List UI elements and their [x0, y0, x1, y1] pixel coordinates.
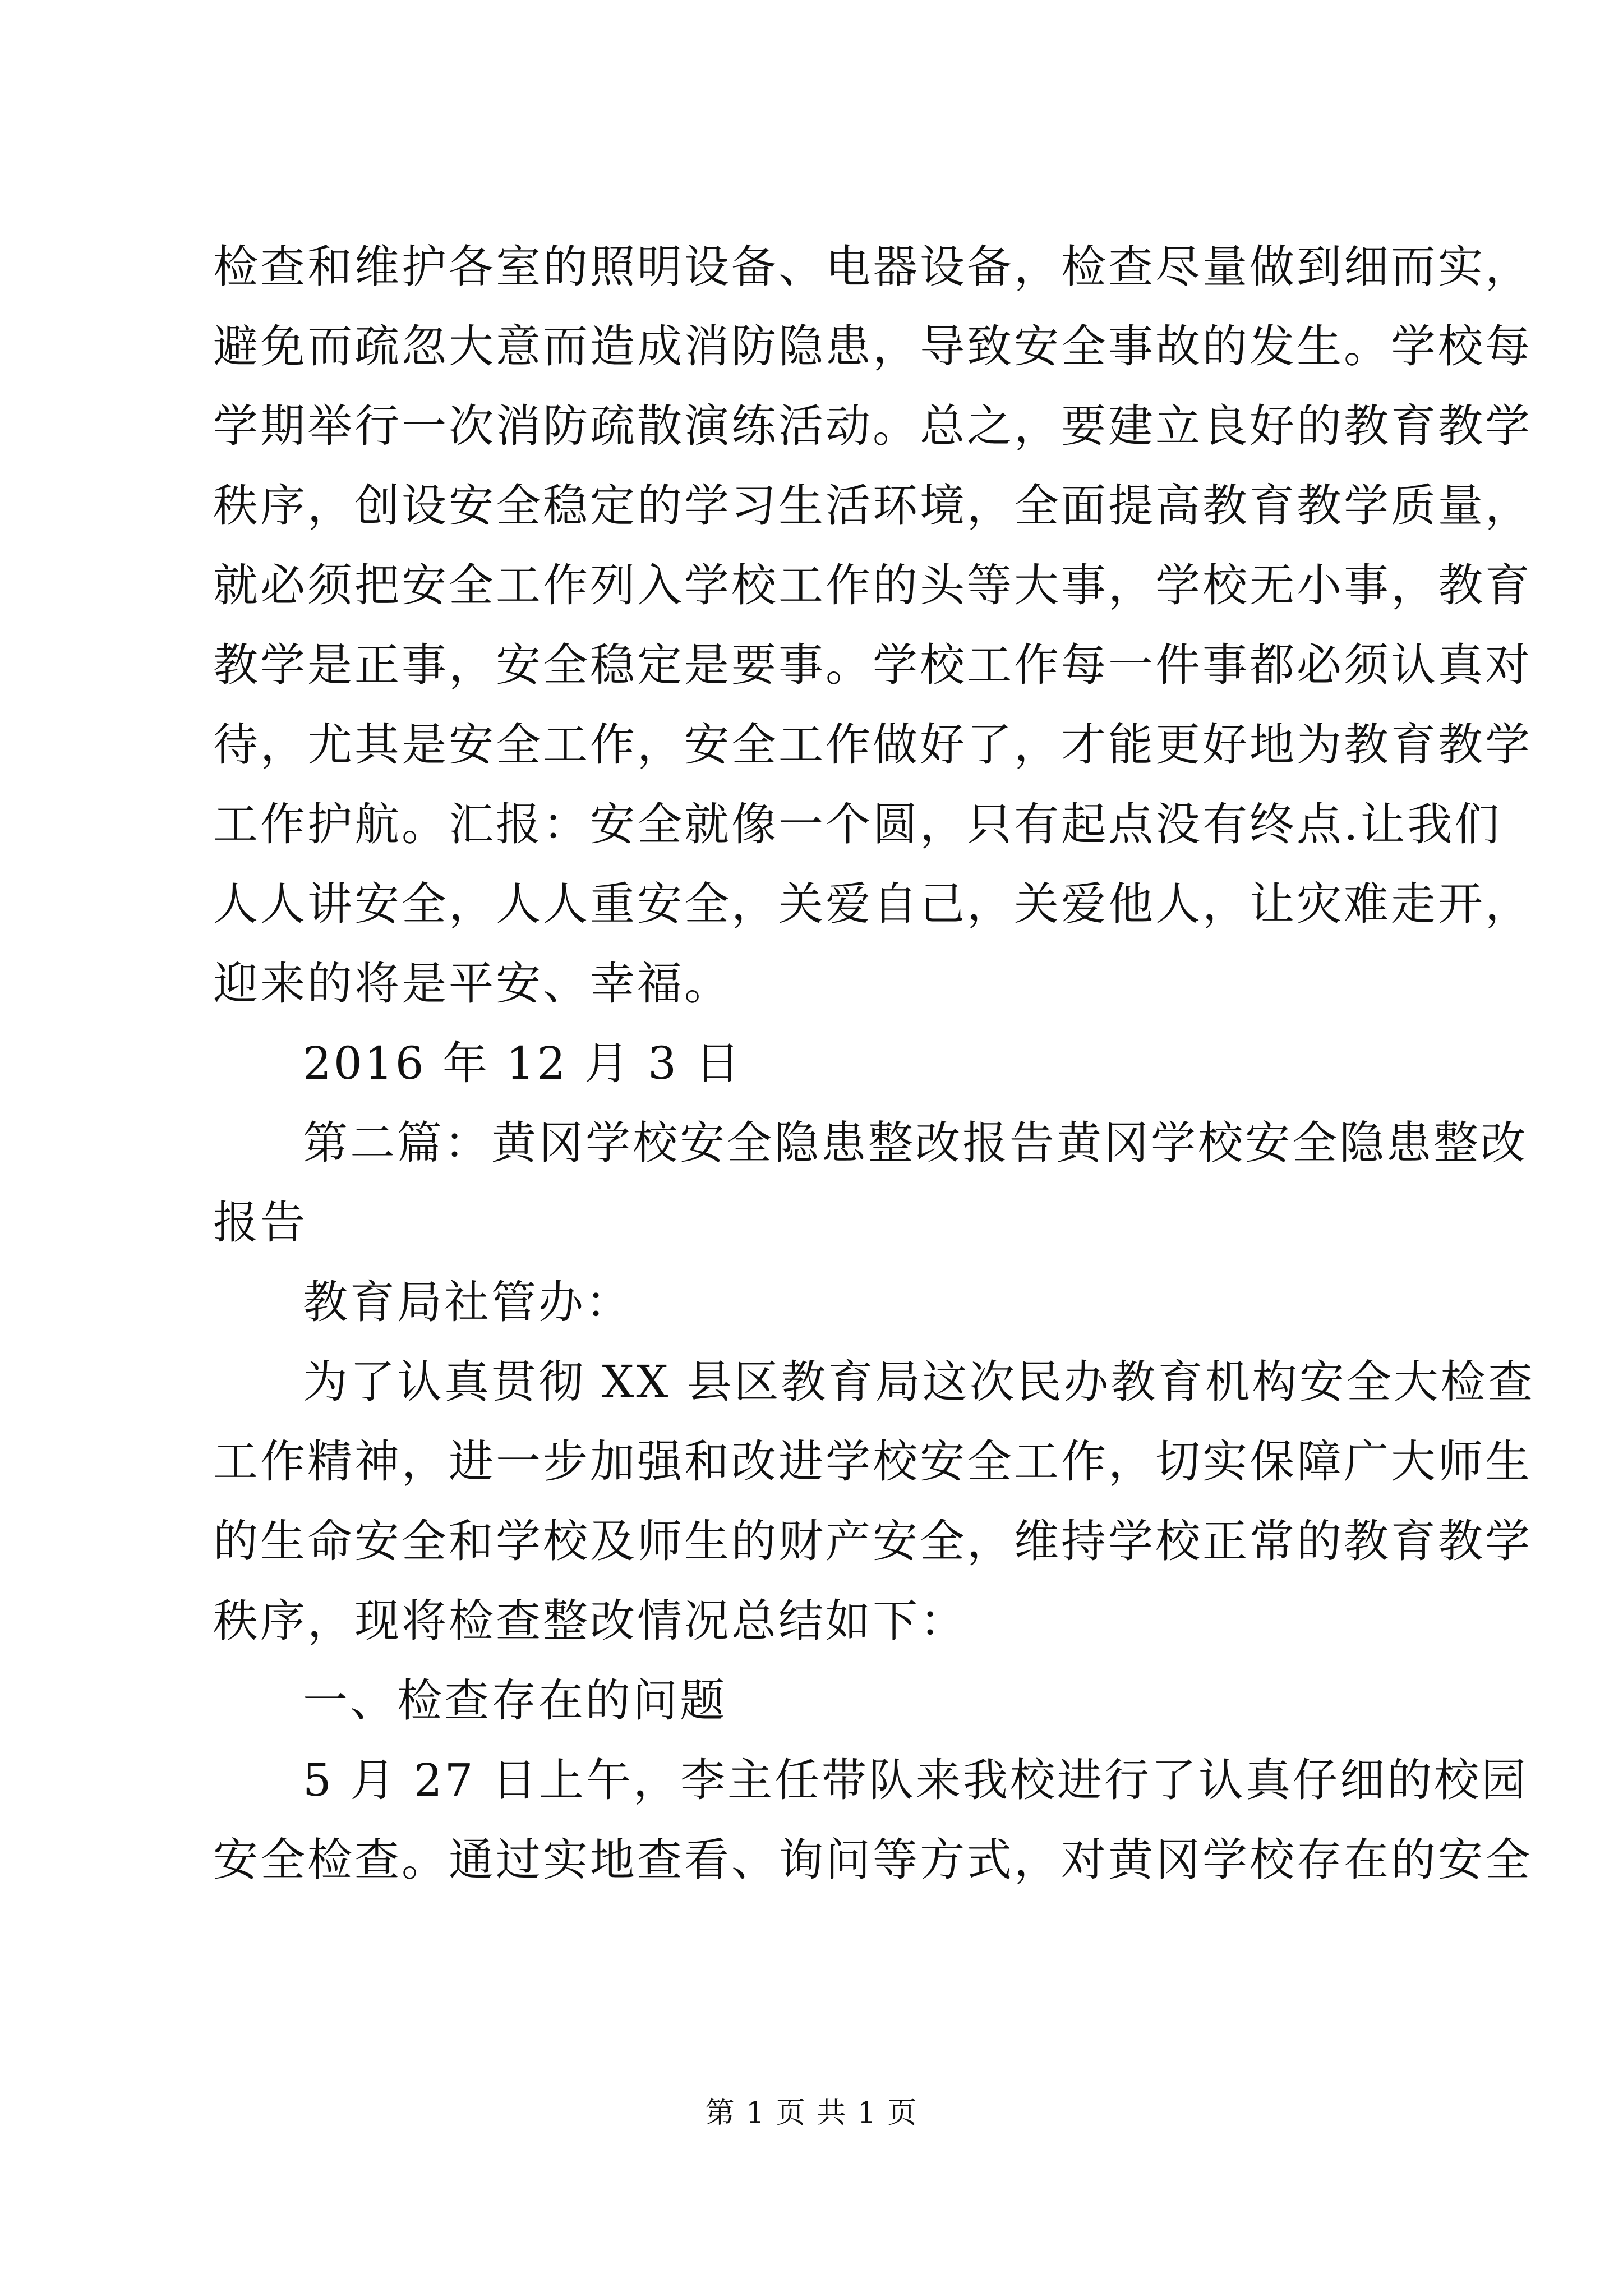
text-line: 避免而疏忽大意而造成消防隐患，导致安全事故的发生。学校每	[213, 320, 1532, 372]
page-number-footer: 第 1 页 共 1 页	[705, 2096, 918, 2130]
text-line: 检查和维护各室的照明设备、电器设备，检查尽量做到细而实，	[213, 241, 1532, 293]
section-heading-continuation: 报告	[213, 1197, 307, 1249]
text-line: 人人讲安全，人人重安全，关爱自己，关爱他人，让灾难走开，	[213, 878, 1532, 930]
text-line: 教学是正事，安全稳定是要事。学校工作每一件事都必须认真对	[213, 639, 1532, 691]
text-line: 就必须把安全工作列入学校工作的头等大事，学校无小事，教育	[213, 559, 1532, 611]
text-line: 5 月 27 日上午，李主任带队来我校进行了认真仔细的校园	[303, 1754, 1528, 1806]
salutation: 教育局社管办：	[303, 1276, 633, 1328]
text-line: 工作护航。汇报：安全就像一个圆，只有起点没有终点.让我们	[213, 798, 1502, 850]
section-heading: 第二篇：黄冈学校安全隐患整改报告黄冈学校安全隐患整改	[303, 1117, 1528, 1169]
date-line: 2016 年 12 月 3 日	[303, 1037, 743, 1089]
text-line: 工作精神，进一步加强和改进学校安全工作，切实保障广大师生	[213, 1435, 1532, 1488]
text-line: 为了认真贯彻 XX 县区教育局这次民办教育机构安全大检查	[303, 1356, 1535, 1408]
text-line: 的生命安全和学校及师生的财产安全，维持学校正常的教育教学	[213, 1515, 1532, 1567]
text-line: 秩序，现将检查整改情况总结如下：	[213, 1595, 967, 1647]
text-line: 安全检查。通过实地查看、询问等方式，对黄冈学校存在的安全	[213, 1834, 1532, 1886]
subheading: 一、检查存在的问题	[303, 1674, 727, 1727]
text-line: 迎来的将是平安、幸福。	[213, 958, 731, 1010]
text-line: 秩序，创设安全稳定的学习生活环境，全面提高教育教学质量，	[213, 480, 1532, 532]
document-body	[213, 227, 1535, 1900]
text-line: 学期举行一次消防疏散演练活动。总之，要建立良好的教育教学	[213, 400, 1532, 452]
text-line: 待，尤其是安全工作，安全工作做好了，才能更好地为教育教学	[213, 719, 1532, 771]
